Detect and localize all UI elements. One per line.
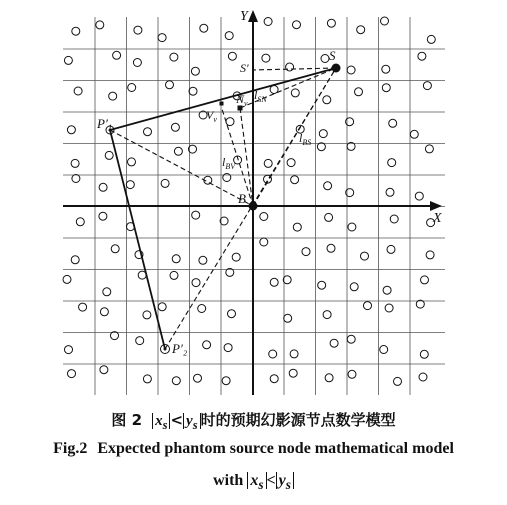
sensor-node xyxy=(133,59,141,67)
dashed-lines xyxy=(107,68,336,349)
x-axis-arrow-icon xyxy=(430,201,442,211)
sensor-node xyxy=(262,54,270,62)
label-n-main: N xyxy=(236,92,245,106)
sensor-node xyxy=(99,183,107,191)
label-l-bs-main: l xyxy=(299,131,303,145)
sensor-node xyxy=(423,82,431,90)
sensor-node xyxy=(293,223,301,231)
sensor-node xyxy=(418,52,426,60)
caption-cn-fig: 图 2 xyxy=(111,411,143,429)
sensor-node xyxy=(347,335,355,343)
sensor-node xyxy=(324,182,332,190)
label-l-sn-sub: SN xyxy=(257,95,267,104)
caption-chinese xyxy=(0,409,507,433)
caption-en-fig: Fig.2 xyxy=(53,440,88,457)
phantom-path-solid xyxy=(107,68,336,349)
sensor-node xyxy=(172,255,180,263)
sensor-node xyxy=(291,176,299,184)
sensor-node xyxy=(144,128,152,136)
abs-ys: $y_s$ xyxy=(183,413,201,429)
sensor-node xyxy=(224,344,232,352)
sensor-node xyxy=(388,159,396,167)
sensor-node xyxy=(198,305,206,313)
sensor-node xyxy=(79,303,87,311)
sensor-node xyxy=(387,245,395,253)
sensor-node xyxy=(347,66,355,74)
sensor-node xyxy=(143,375,151,383)
sensor-node xyxy=(321,55,329,63)
sensor-node xyxy=(318,281,326,289)
label-l-sn-main: l xyxy=(254,88,258,102)
sensor-node xyxy=(390,215,398,223)
sensor-node xyxy=(394,377,402,385)
sensor-node xyxy=(99,212,107,220)
sensor-node xyxy=(74,87,82,95)
sensor-node xyxy=(65,346,73,354)
sensor-node xyxy=(225,32,233,40)
label-p1-main: P′ xyxy=(97,116,108,131)
sensor-node xyxy=(226,118,234,126)
sensor-node xyxy=(410,130,418,138)
label-s-prime: S′ xyxy=(240,61,249,75)
sensor-node xyxy=(302,248,310,256)
caption-en-with: with xyxy=(213,472,244,489)
sensor-node xyxy=(289,369,297,377)
sensor-node xyxy=(63,275,71,283)
sensor-node xyxy=(158,303,166,311)
sensor-node xyxy=(100,366,108,374)
sensor-node xyxy=(425,145,433,153)
sensor-node xyxy=(380,346,388,354)
sensor-node xyxy=(270,375,278,383)
caption-en-text: Expected phantom source node mathematical model xyxy=(97,440,454,457)
caption-cn-text: 时的预期幻影源节点数学模型 xyxy=(200,411,396,429)
point-v-marker xyxy=(220,102,224,106)
sensor-node xyxy=(325,374,333,382)
sensor-node xyxy=(158,34,166,42)
label-v-main: V xyxy=(206,108,214,122)
sensor-node xyxy=(72,175,80,183)
point-b xyxy=(249,202,258,211)
sensor-node xyxy=(264,159,272,167)
sensor-node xyxy=(348,370,356,378)
sensor-node xyxy=(383,286,391,294)
sensor-node xyxy=(166,81,174,89)
y-axis-label: Y xyxy=(240,9,248,24)
label-p1 xyxy=(96,116,112,133)
sensor-node xyxy=(319,130,327,138)
sensor-node xyxy=(68,370,76,378)
sensor-node xyxy=(287,159,295,167)
y-axis-arrow-icon xyxy=(248,10,258,22)
sensor-node xyxy=(113,51,121,59)
label-n xyxy=(235,92,248,108)
sensor-node xyxy=(260,213,268,221)
sensor-node xyxy=(330,339,338,347)
label-l-bs xyxy=(299,131,311,147)
sensor-node xyxy=(290,350,298,358)
sensor-node xyxy=(327,244,335,252)
sensor-node xyxy=(191,67,199,75)
sensor-node xyxy=(364,302,372,310)
sensor-node xyxy=(348,223,356,231)
abs-ys-en: $y_s$ xyxy=(276,472,294,489)
sensor-node xyxy=(269,350,277,358)
caption-english-line1 xyxy=(0,440,507,458)
sensor-node xyxy=(67,126,75,134)
sensor-node xyxy=(76,218,84,226)
sensor-node xyxy=(100,308,108,316)
sensor-node xyxy=(170,53,178,61)
sensor-node xyxy=(357,26,365,34)
label-p2: P′₂ xyxy=(172,341,188,356)
sensor-node xyxy=(323,96,331,104)
sensor-node xyxy=(382,65,390,73)
sensor-nodes xyxy=(63,17,435,385)
sensor-node xyxy=(323,311,331,319)
sensor-node xyxy=(128,84,136,92)
sensor-node xyxy=(203,341,211,349)
sensor-node xyxy=(350,283,358,291)
sensor-node xyxy=(189,87,197,95)
sensor-node xyxy=(361,252,369,260)
sensor-node xyxy=(291,89,299,97)
sensor-node xyxy=(427,35,435,43)
sensor-node xyxy=(381,17,389,25)
caption-english-line2 xyxy=(0,472,507,493)
sensor-node xyxy=(228,310,236,318)
point-p2-dot xyxy=(164,348,167,351)
sensor-node xyxy=(128,158,136,166)
label-l-bs-sub: BS xyxy=(302,138,312,147)
sensor-node xyxy=(172,377,180,385)
point-s xyxy=(332,64,341,73)
sensor-node xyxy=(192,279,200,287)
sensor-node xyxy=(161,179,169,187)
sensor-node xyxy=(71,159,79,167)
sensor-node xyxy=(293,21,301,29)
sensor-node xyxy=(105,151,113,159)
sensor-node xyxy=(192,211,200,219)
label-v xyxy=(206,108,217,124)
sensor-node xyxy=(228,52,236,60)
label-v-sub: v xyxy=(213,115,217,124)
label-s: S xyxy=(329,48,336,63)
sensor-node xyxy=(283,276,291,284)
label-l-bv-main: l xyxy=(222,155,226,169)
sensor-node xyxy=(421,276,429,284)
sensor-node xyxy=(325,213,333,221)
sensor-node xyxy=(200,24,208,32)
sensor-node xyxy=(385,304,393,312)
lt-sign: < xyxy=(170,411,184,429)
sensor-node xyxy=(232,253,240,261)
sensor-node xyxy=(136,337,144,345)
sensor-node xyxy=(415,192,423,200)
sensor-node xyxy=(386,188,394,196)
sensor-node xyxy=(72,27,80,35)
sensor-node xyxy=(103,288,111,296)
sensor-node xyxy=(222,377,230,385)
line-s-sprime xyxy=(253,68,336,70)
sensor-node xyxy=(327,19,335,27)
sensor-node xyxy=(171,123,179,131)
sensor-node xyxy=(389,119,397,127)
abs-xs: $x_s$ xyxy=(152,413,170,429)
sensor-node xyxy=(170,271,178,279)
sensor-node xyxy=(419,373,427,381)
label-l-sn xyxy=(254,88,267,104)
sensor-node xyxy=(270,278,278,286)
point-n-marker xyxy=(238,106,243,111)
label-p1-sub: 1 xyxy=(107,123,113,133)
sensor-node xyxy=(96,21,104,29)
sensor-node xyxy=(143,311,151,319)
sensor-node xyxy=(260,238,268,246)
sensor-node xyxy=(286,63,294,71)
label-l-bv-sub: BV xyxy=(225,162,236,171)
lt-sign-en: < xyxy=(266,472,276,489)
sensor-node xyxy=(420,350,428,358)
sensor-node xyxy=(111,245,119,253)
sensor-node xyxy=(126,181,134,189)
sensor-node xyxy=(355,88,363,96)
sensor-node xyxy=(64,56,72,64)
sensor-node xyxy=(134,26,142,34)
abs-xs-en: $x_s$ xyxy=(247,472,266,489)
x-axis-label: X xyxy=(433,211,442,226)
sensor-node xyxy=(382,84,390,92)
sensor-node xyxy=(264,18,272,26)
label-n-sub: v xyxy=(244,99,248,108)
sensor-node xyxy=(71,256,79,264)
sensor-node xyxy=(194,374,202,382)
sensor-node xyxy=(109,92,117,100)
sensor-node xyxy=(426,251,434,259)
sensor-node xyxy=(199,256,207,264)
sensor-node xyxy=(284,314,292,322)
label-b: B xyxy=(238,191,246,206)
sensor-node xyxy=(174,147,182,155)
